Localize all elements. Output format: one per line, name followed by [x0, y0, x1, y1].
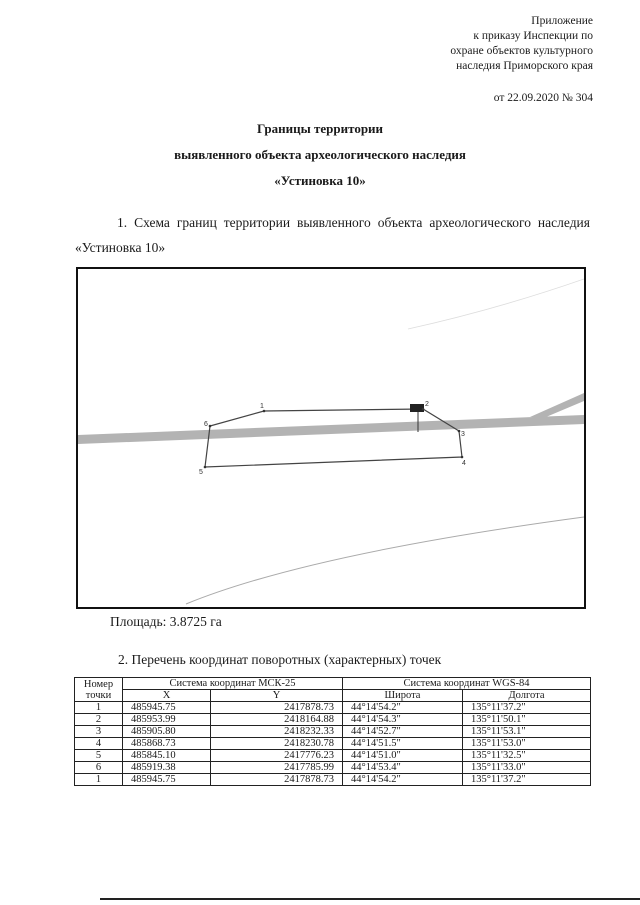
annex-line: Приложение [531, 15, 593, 27]
y-cell: 2418230.78 [211, 738, 343, 750]
point-number-cell: 1 [75, 702, 123, 714]
table-row [75, 726, 591, 738]
latitude-cell: 44°14'52.7" [343, 726, 463, 738]
vertex-label-4: 4 [462, 460, 466, 467]
latitude-cell: 44°14'53.4" [343, 762, 463, 774]
title-line-1: Границы территории [256, 121, 384, 136]
y-cell: 2418232.33 [211, 726, 343, 738]
longitude-cell: 135°11'32.5" [463, 750, 591, 762]
vertex-1 [263, 410, 266, 413]
point-number-header-line: Номер [83, 678, 114, 690]
vertex-label-5: 5 [199, 469, 203, 476]
y-cell: 2417785.99 [211, 762, 343, 774]
wgs-group-header: Система координат WGS-84 [343, 678, 591, 690]
scan-edge-line [100, 898, 640, 900]
section-2-text: 2. Перечень координат поворотных (характерных) точек [118, 652, 442, 667]
table-row [75, 738, 591, 750]
x-cell: 485845.10 [123, 750, 211, 762]
vertex-label-1: 1 [260, 403, 264, 410]
y-cell: 2417776.23 [211, 750, 343, 762]
point-number-cell: 3 [75, 726, 123, 738]
table-body [75, 702, 591, 786]
table-row [75, 762, 591, 774]
road-branch [530, 393, 584, 417]
latitude-cell: 44°14'54.2" [343, 702, 463, 714]
vertex-label-6: 6 [204, 421, 208, 428]
y-cell: 2417878.73 [211, 702, 343, 714]
latitude-cell: 44°14'54.3" [343, 714, 463, 726]
title-line-2: выявленного объекта археологического наследия [174, 147, 466, 162]
order-reference: от 22.09.2020 № 304 [493, 92, 593, 104]
annex-line: наследия Приморского края [456, 60, 593, 72]
vertex-label-2: 2 [425, 401, 429, 408]
x-cell: 485945.75 [123, 702, 211, 714]
y-header: Y [211, 690, 343, 702]
table-row [75, 774, 591, 786]
point-number-header-line: точки [85, 689, 112, 701]
x-cell: 485945.75 [123, 774, 211, 786]
thin-line [408, 279, 584, 329]
lat-header: Широта [343, 690, 463, 702]
coordinates-table [74, 677, 591, 786]
annex-line: охране объектов культурного [450, 45, 593, 57]
longitude-cell: 135°11'33.0" [463, 762, 591, 774]
latitude-cell: 44°14'51.5" [343, 738, 463, 750]
lon-header: Долгота [463, 690, 591, 702]
road [78, 415, 584, 444]
point-number-cell: 2 [75, 714, 123, 726]
vertex-2 [422, 408, 425, 411]
table-subheader-row [75, 690, 591, 702]
x-cell: 485919.38 [123, 762, 211, 774]
x-cell: 485868.73 [123, 738, 211, 750]
latitude-cell: 44°14'54.2" [343, 774, 463, 786]
point-number-cell: 1 [75, 774, 123, 786]
longitude-cell: 135°11'37.2" [463, 774, 591, 786]
title-line-3: «Устиновка 10» [274, 173, 366, 188]
thin-line [186, 517, 584, 604]
vertex-label-3: 3 [461, 431, 465, 438]
longitude-cell: 135°11'53.0" [463, 738, 591, 750]
area-text: Площадь: 3.8725 га [110, 614, 222, 629]
table-row [75, 714, 591, 726]
map-canvas [78, 269, 584, 607]
latitude-cell: 44°14'51.0" [343, 750, 463, 762]
x-header: X [123, 690, 211, 702]
x-cell: 485953.99 [123, 714, 211, 726]
annex-line: к приказу Инспекции по [473, 30, 593, 42]
table-row [75, 702, 591, 714]
boundary-map [76, 267, 586, 609]
y-cell: 2417878.73 [211, 774, 343, 786]
annex-header [450, 14, 593, 74]
boundary-polygon [205, 409, 462, 467]
point-number-cell: 5 [75, 750, 123, 762]
point-number-cell: 4 [75, 738, 123, 750]
x-cell: 485905.80 [123, 726, 211, 738]
y-cell: 2418164.88 [211, 714, 343, 726]
msk-group-header: Система координат МСК-25 [123, 678, 343, 690]
table-row [75, 750, 591, 762]
table-header-row [75, 678, 591, 690]
longitude-cell: 135°11'53.1" [463, 726, 591, 738]
point-number-header [75, 678, 123, 702]
longitude-cell: 135°11'50.1" [463, 714, 591, 726]
longitude-cell: 135°11'37.2" [463, 702, 591, 714]
vertex-6 [209, 425, 212, 428]
building-marker [410, 404, 424, 412]
vertex-5 [204, 466, 207, 469]
vertex-4 [461, 456, 464, 459]
vertex-3 [458, 430, 461, 433]
point-number-cell: 6 [75, 762, 123, 774]
section-1-text: 1. Схема границ территории выявленного объекта археологического наследия «Устиновка 10» [75, 215, 590, 255]
